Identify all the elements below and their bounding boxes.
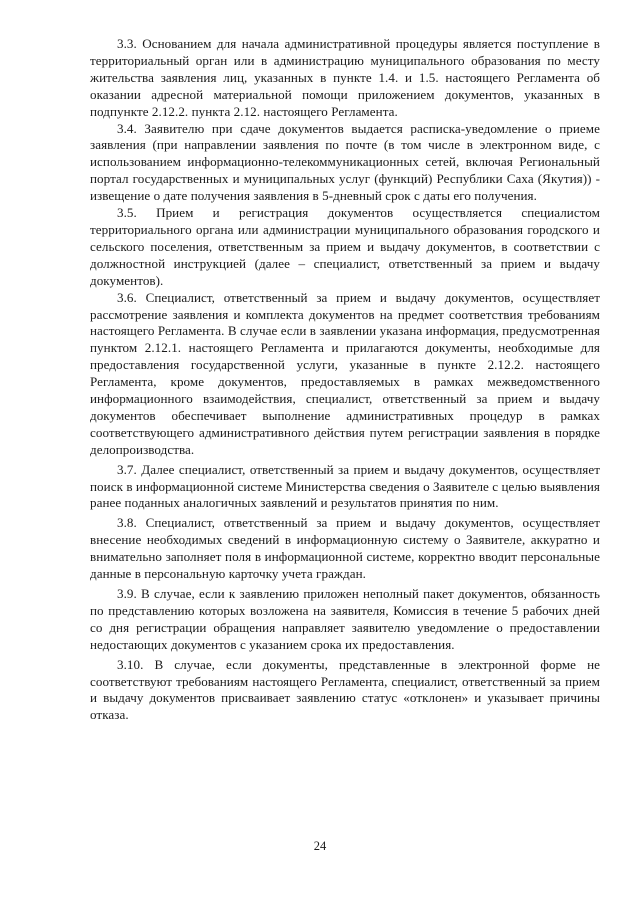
paragraph-3-7: 3.7. Далее специалист, ответственный за прием и выдачу документов, осуществляет поиск в информационной системе Министерства сведения о Заявителе с целью выявления ранее поданных аналогичных заявлений и результатов принятия по ним. xyxy=(90,461,600,511)
paragraph-3-4: 3.4. Заявителю при сдаче документов выдается расписка-уведомление о приеме заявления (при направлении заявления по почте (в том числе в электронном виде, с использованием информационно-телекоммуникационных сетей, включая Региональный портал государственных и муниципальных услуг (функций) Республики Саха (Якутия)) - извещение о дате получения заявления в 5-дневный срок с даты его получения. xyxy=(90,120,600,204)
paragraph-3-3: 3.3. Основанием для начала административной процедуры является поступление в территориальный орган или в администрацию муниципального образования по месту жительства заявления лиц, указанных в пункте 1.4. и 1.5. настоящего Регламента об оказании адресной материальной помощи приложением документов, указанных в подпункте 2.12.2. пункта 2.12. настоящего Регламента. xyxy=(90,36,600,119)
page-number: 24 xyxy=(313,839,327,853)
document-body xyxy=(90,36,600,724)
paragraph-3-6: 3.6. Специалист, ответственный за прием и выдачу документов, осуществляет рассмотрение заявления и комплекта документов на предмет соответствия требованиям настоящего Регламента. В случае если в заявлении указана информация, предусмотренная пунктом 2.12.1. настоящего Регламента и прилагаются документы, необходимые для предоставления государственной услуги, указанные в пункте 2.12.2. настоящего Регламента, кроме документов, предоставляемых в рамках межведомственного информационного взаимодействия, специалист, ответственный за прием и выдачу документов обеспечивает выполнение административных процедур в рамках соответствующего административного действия путем регистрации заявления в порядке делопроизводства. xyxy=(90,289,600,457)
paragraph-3-8: 3.8. Специалист, ответственный за прием и выдачу документов, осуществляет внесение необходимых сведений в информационную систему о Заявителе, аккуратно и внимательно заполняет поля в информационной системе, корректно вводит персональные данные в персональную карточку учета граждан. xyxy=(90,515,600,582)
paragraph-3-9: 3.9. В случае, если к заявлению приложен неполный пакет документов, обязанность по представлению которых возложена на заявителя, Комиссия в течение 5 рабочих дней со дня регистрации обращения направляет заявителю уведомление о предоставлении недостающих документов с указанием срока их предоставления. xyxy=(90,586,600,652)
paragraph-3-10: 3.10. В случае, если документы, представленные в электронной форме не соответствуют требованиям настоящего Регламента, специалист, ответственный за прием и выдачу документов присваивает заявлению статус «отклонен» и указывает причины отказа. xyxy=(90,656,600,723)
paragraph-3-5: 3.5. Прием и регистрация документов осуществляется специалистом территориального органа или администрации муниципального образования городского и сельского поселения, ответственным за прием и выдачу документов, в соответствии с должностной инструкцией (далее – специалист, ответственный за прием и выдачу документов). xyxy=(90,205,600,288)
